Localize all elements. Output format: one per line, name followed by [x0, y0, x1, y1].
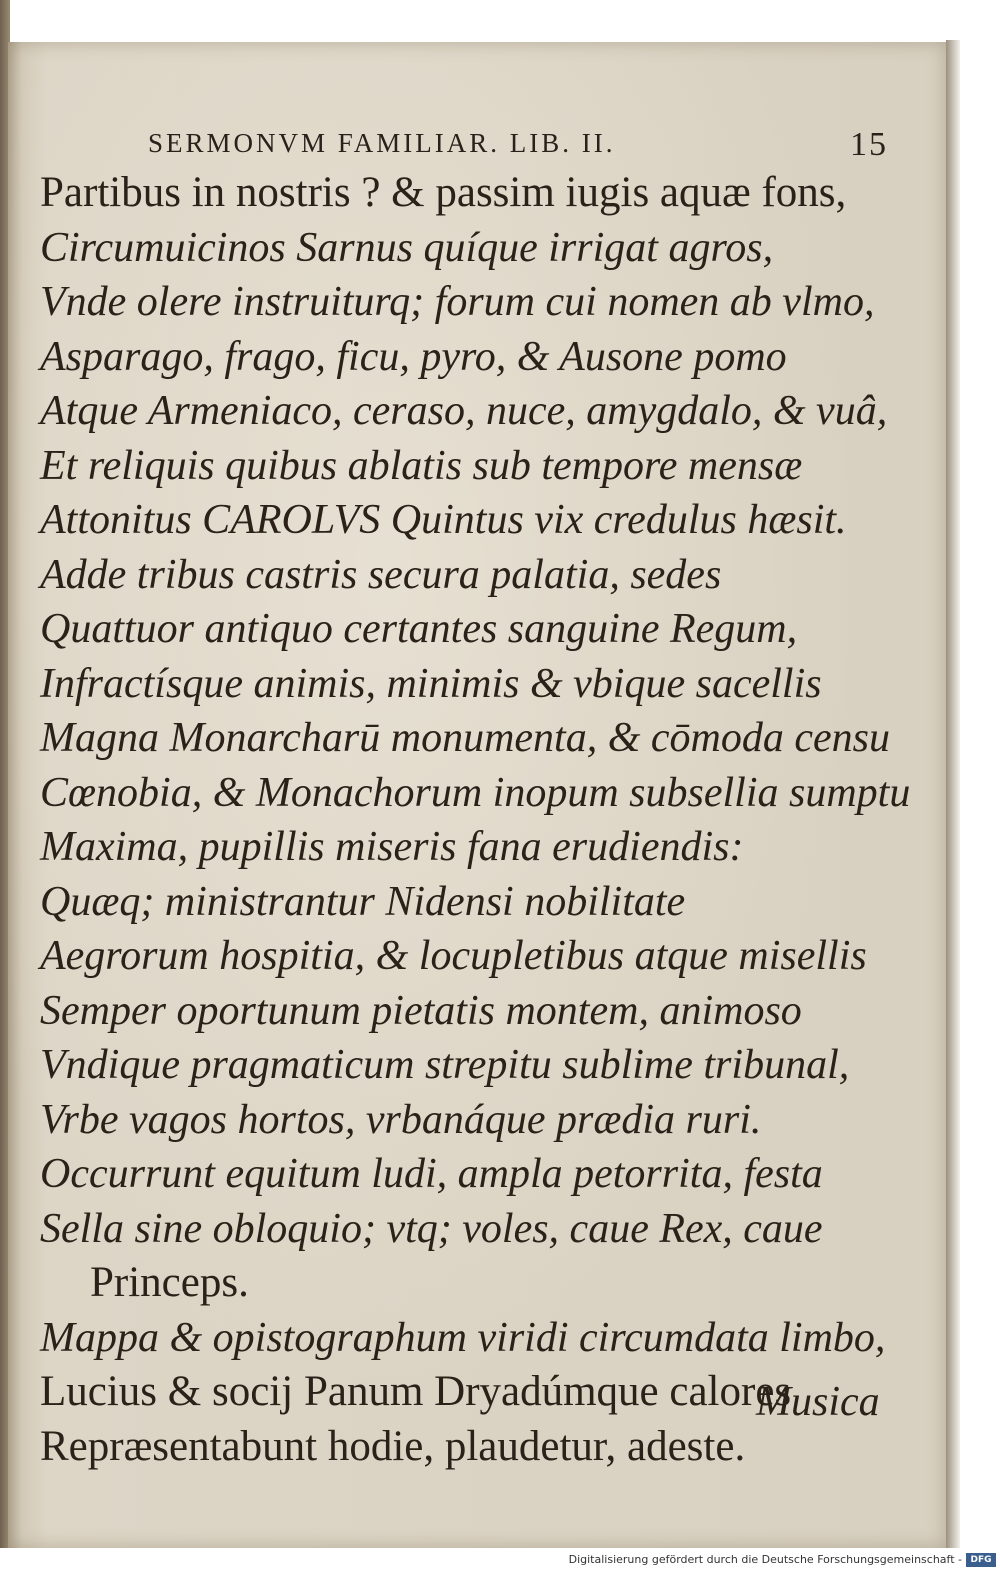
- verse-line: Et reliquis quibus ablatis sub tempore mensæ: [40, 442, 803, 489]
- running-head-title: SERMONVM FAMILIAR. LIB. II.: [148, 128, 616, 158]
- verse-line: Quæq; ministrantur Nidensi nobilitate: [40, 878, 686, 925]
- verse-line: Occurrunt equitum ludi, ampla petorrita, festa: [40, 1151, 823, 1197]
- dfg-logo: DFG: [966, 1553, 996, 1567]
- verse-line: Partibus in nostris ? & passim iugis aquæ fons,: [40, 169, 847, 216]
- digitization-footer: [0, 1548, 1000, 1573]
- running-head: [148, 128, 898, 168]
- verse-line: Cœnobia, & Monachorum inopum subsellia sumptu: [40, 769, 911, 816]
- page-edge-shadow: [946, 40, 960, 1550]
- verse-text-block: [40, 166, 920, 1474]
- verse-line: Vrbe vagos hortos, vrbanáque prædia ruri.: [40, 1096, 762, 1143]
- verse-line: Infractísque animis, minimis & vbique sacellis: [40, 660, 822, 707]
- verse-line: Vndique pragmaticum strepitu sublime tribunal,: [40, 1042, 850, 1088]
- verse-line: Magna Monarcharū monumenta, & cōmoda censu: [40, 715, 890, 761]
- verse-line: Lucius & socij Panum Dryadúmque calores: [40, 1368, 792, 1415]
- verse-line: Circumuicinos Sarnus quíque irrigat agros,: [40, 224, 774, 271]
- funding-credit: Digitalisierung gefördert durch die Deutsche Forschungsgemeinschaft -: [568, 1553, 962, 1566]
- verse-line: Atque Armeniaco, ceraso, nuce, amygdalo, & vuâ,: [40, 388, 888, 434]
- verse-line: Repræsentabunt hodie, plaudetur, adeste.: [40, 1422, 746, 1470]
- verse-line: Maxima, pupillis miseris fana erudiendis:: [40, 824, 744, 870]
- verse-line: Asparago, frago, ficu, pyro, & Ausone pomo: [40, 333, 787, 380]
- page-number: 15: [850, 126, 888, 163]
- verse-line: Attonitus CAROLVS Quintus vix credulus hæsit.: [40, 497, 847, 543]
- verse-line: Aegrorum hospitia, & locupletibus atque misellis: [40, 933, 867, 979]
- verse-line: Adde tribus castris secura palatia, sedes: [40, 551, 722, 598]
- catchword: Musica: [756, 1379, 880, 1425]
- verse-line: Quattuor antiquo certantes sanguine Regum,: [40, 606, 798, 652]
- verse-line: Princeps.: [90, 1259, 249, 1306]
- verse-line: Semper oportunum pietatis montem, animoso: [40, 987, 802, 1034]
- verse-line: Vnde olere instruiturq; forum cui nomen ab vlmo,: [40, 279, 875, 325]
- verse-line: Mappa & opistographum viridi circumdata limbo,: [40, 1314, 886, 1361]
- verse-line: Sella sine obloquio; vtq; voles, caue Rex, caue: [40, 1205, 823, 1252]
